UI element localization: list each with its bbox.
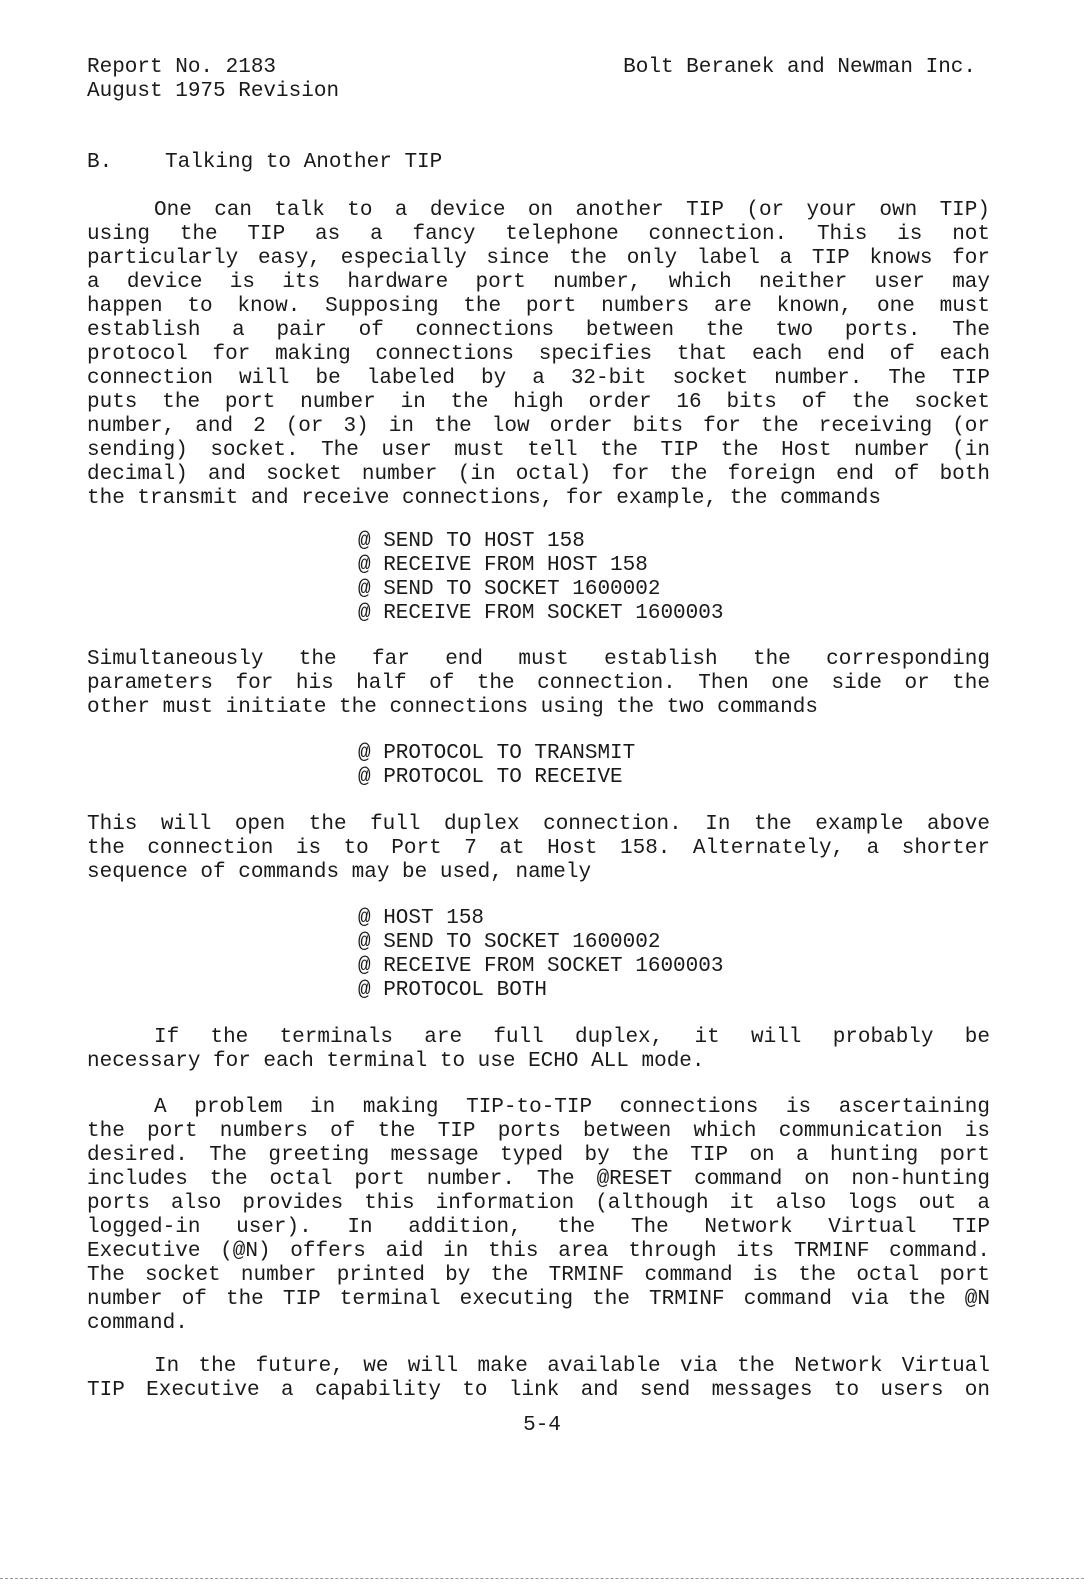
- text-line: parameters for his half of the connection. Then one side or the: [87, 672, 990, 695]
- text-line: decimal) and socket number (in octal) for the foreign end of both: [87, 463, 990, 486]
- text-line: A problem in making TIP-to-TIP connections is ascertaining: [154, 1096, 990, 1119]
- command-line: @ RECEIVE FROM HOST 158: [358, 554, 648, 577]
- command-line: @ SEND TO SOCKET 1600002: [358, 578, 661, 601]
- text-line: using the TIP as a fancy telephone connection. This is not: [87, 223, 990, 246]
- text-line: This will open the full duplex connection. In the example above: [87, 813, 990, 836]
- page-number: 5-4: [523, 1414, 561, 1437]
- paragraph-1: [87, 199, 990, 511]
- command-line: @ PROTOCOL BOTH: [358, 979, 548, 1002]
- text-line: establish a pair of connections between the two ports. The: [87, 319, 990, 342]
- text-line: includes the octal port number. The @RESET command on non-hunting: [87, 1168, 990, 1191]
- text-line: logged-in user). In addition, the The Network Virtual TIP: [87, 1216, 990, 1239]
- report-header: [87, 56, 339, 104]
- text-line: particularly easy, especially since the only label a TIP knows for: [87, 247, 990, 270]
- text-line: number, and 2 (or 3) in the low order bits for the receiving (or: [87, 415, 990, 438]
- text-line: other must initiate the connections using the two commands: [87, 696, 818, 719]
- command-line: @ PROTOCOL TO TRANSMIT: [358, 742, 636, 765]
- text-line: sequence of commands may be used, namely: [87, 861, 592, 884]
- paragraph-4: [87, 1026, 990, 1074]
- paragraph-3: [87, 813, 990, 885]
- text-line: sending) socket. The user must tell the TIP the Host number (in: [87, 439, 990, 462]
- section-title: Talking to Another TIP: [165, 151, 443, 174]
- text-line: happen to know. Supposing the port numbers are known, one must: [87, 295, 990, 318]
- report-date: August 1975 Revision: [87, 80, 340, 103]
- text-line: a device is its hardware port number, which neither user may: [87, 271, 990, 294]
- text-line: Simultaneously the far end must establish the corresponding: [87, 648, 990, 671]
- text-line: command.: [87, 1312, 188, 1335]
- text-line: ports also provides this information (although it also logs out a: [87, 1192, 990, 1215]
- text-line: TIP Executive a capability to link and send messages to users on: [87, 1379, 990, 1402]
- text-line: the port numbers of the TIP ports between which communication is: [87, 1120, 990, 1143]
- command-line: @ SEND TO HOST 158: [358, 530, 585, 553]
- section-heading: [87, 151, 442, 175]
- command-line: @ HOST 158: [358, 907, 485, 930]
- command-line: @ RECEIVE FROM SOCKET 1600003: [358, 955, 724, 978]
- text-line: the connection is to Port 7 at Host 158. Alternately, a shorter: [87, 837, 990, 860]
- text-line: puts the port number in the high order 16 bits of the socket: [87, 391, 990, 414]
- section-number: B.: [87, 151, 113, 174]
- paragraph-2: [87, 648, 990, 720]
- company-name: Bolt Beranek and Newman Inc.: [623, 56, 976, 79]
- text-line: If the terminals are full duplex, it will probably be: [154, 1026, 990, 1049]
- command-block-3: [358, 907, 723, 1003]
- text-line: protocol for making connections specifies that each end of each: [87, 343, 990, 366]
- command-line: @ SEND TO SOCKET 1600002: [358, 931, 661, 954]
- command-block-2: [358, 742, 635, 790]
- report-number: Report No. 2183: [87, 56, 277, 79]
- text-line: the transmit and receive connections, for example, the commands: [87, 487, 881, 510]
- text-line: Executive (@N) offers aid in this area through its TRMINF command.: [87, 1240, 990, 1263]
- command-line: @ PROTOCOL TO RECEIVE: [358, 766, 623, 789]
- text-line: The socket number printed by the TRMINF command is the octal port: [87, 1264, 990, 1287]
- text-line: In the future, we will make available via the Network Virtual: [154, 1355, 990, 1378]
- scan-edge-line: [0, 1578, 1084, 1579]
- text-line: necessary for each terminal to use ECHO ALL mode.: [87, 1050, 705, 1073]
- paragraph-6: [87, 1355, 990, 1403]
- text-line: One can talk to a device on another TIP (or your own TIP): [154, 199, 990, 222]
- command-line: @ RECEIVE FROM SOCKET 1600003: [358, 602, 724, 625]
- command-block-1: [358, 530, 723, 626]
- text-line: connection will be labeled by a 32-bit socket number. The TIP: [87, 367, 990, 390]
- text-line: number of the TIP terminal executing the TRMINF command via the @N: [87, 1288, 990, 1311]
- paragraph-5: [87, 1096, 990, 1336]
- text-line: desired. The greeting message typed by the TIP on a hunting port: [87, 1144, 990, 1167]
